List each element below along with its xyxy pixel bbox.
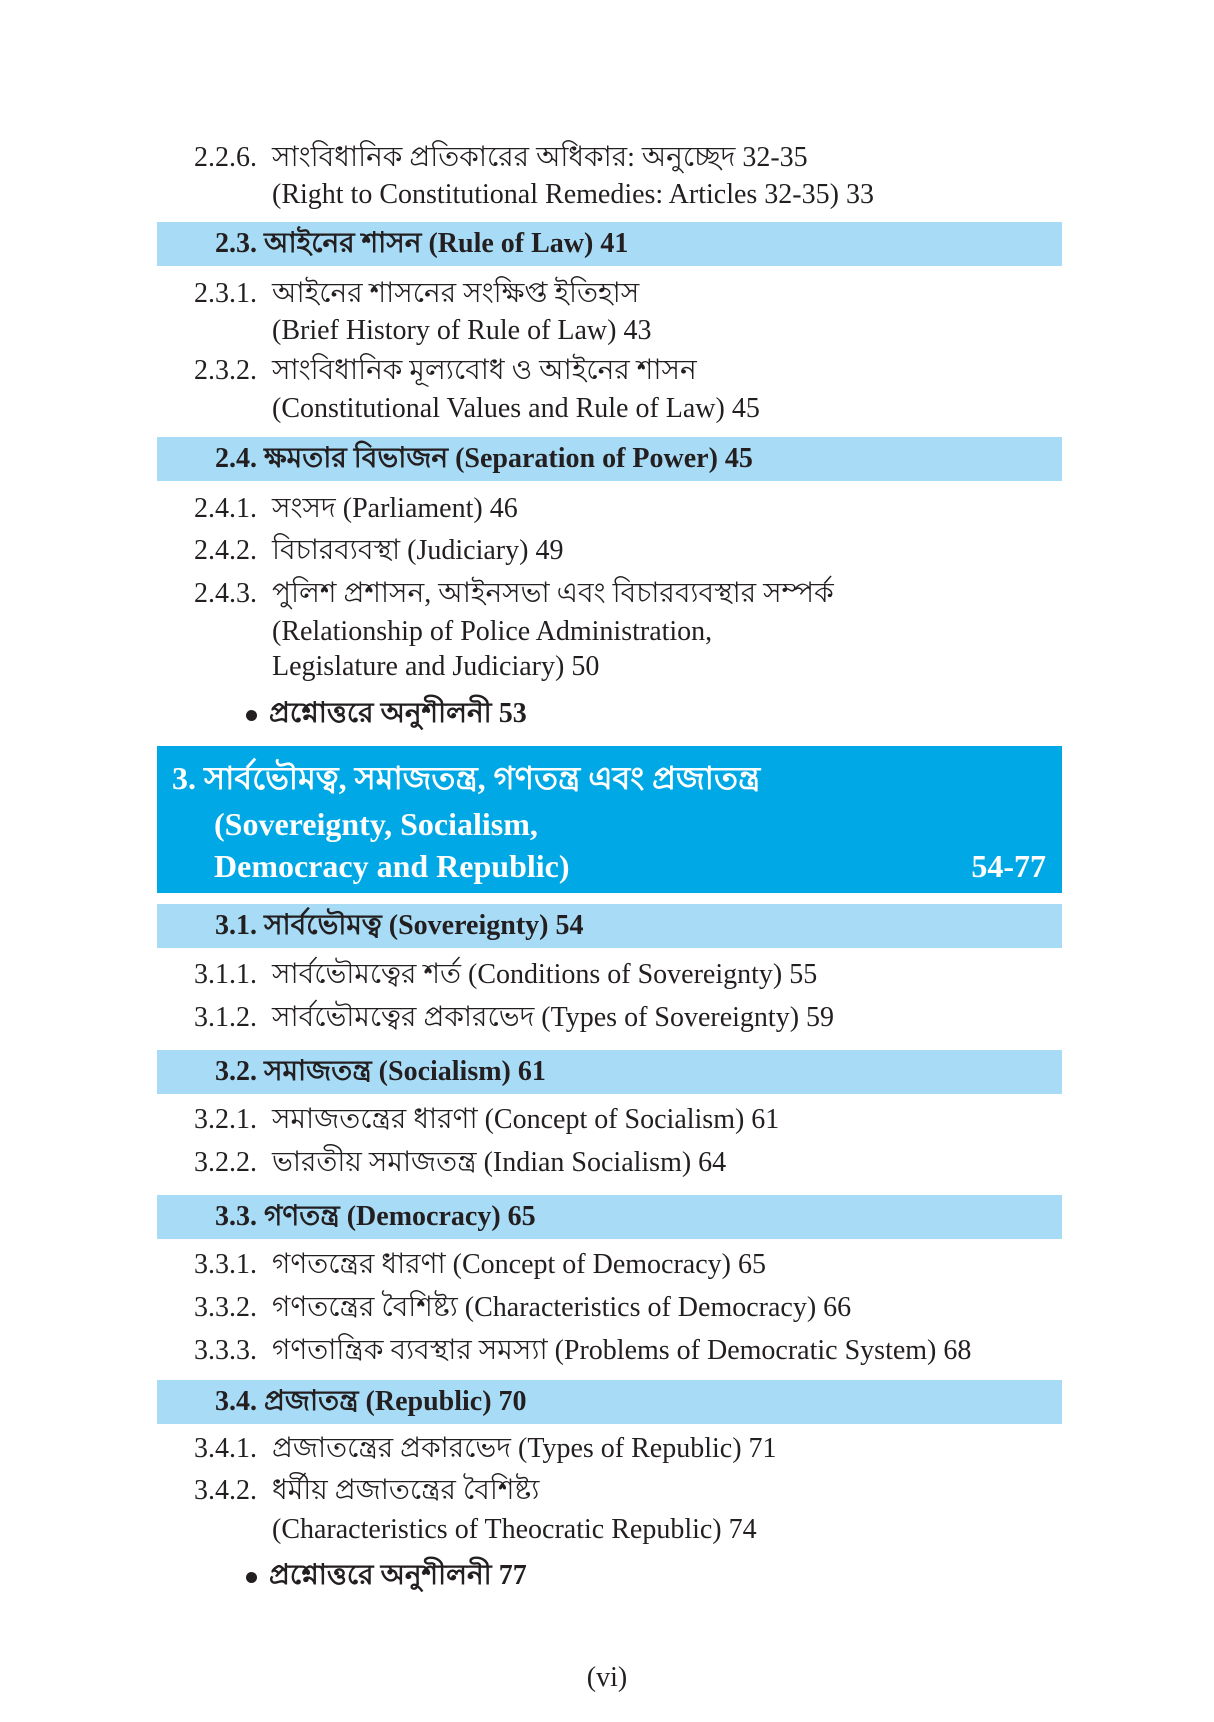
exercise-entry[interactable] [246, 694, 527, 734]
toc-number: 3.2.2. [194, 1147, 257, 1178]
toc-number: 2.2.6. [194, 142, 257, 173]
section-heading-2-4[interactable] [157, 437, 1062, 481]
toc-entry[interactable]: ভারতীয় সমাজতন্ত্র (Indian Socialism) 64 [272, 1147, 727, 1178]
toc-entry-english[interactable]: Legislature and Judiciary) 50 [272, 651, 600, 682]
toc-entry-english[interactable]: (Characteristics of Theocratic Republic) 74 [272, 1514, 757, 1545]
toc-entry-english[interactable]: (Brief History of Rule of Law) 43 [272, 315, 652, 346]
toc-entry-bengali[interactable]: ধর্মীয় প্রজাতন্ত্রের বৈশিষ্ট্য [272, 1475, 540, 1506]
toc-number: 2.4.2. [194, 535, 257, 566]
section-heading-3-2[interactable] [157, 1050, 1062, 1094]
toc-number: 3.4.2. [194, 1475, 257, 1506]
toc-number: 3.1.2. [194, 1002, 257, 1033]
section-title: 3.2. সমাজতন্ত্র (Socialism) 61 [215, 1056, 546, 1087]
toc-entry[interactable]: গণতান্ত্রিক ব্যবস্থার সমস্যা (Problems of Democratic System) 68 [272, 1335, 972, 1366]
toc-number: 3.3.2. [194, 1292, 257, 1323]
toc-entry[interactable]: সমাজতন্ত্রের ধারণা (Concept of Socialism) 61 [272, 1104, 780, 1135]
toc-entry[interactable]: গণতন্ত্রের ধারণা (Concept of Democracy) 65 [272, 1249, 766, 1280]
toc-number: 3.1.1. [194, 959, 257, 990]
chapter-pages: 54-77 [971, 848, 1046, 884]
toc-entry[interactable]: সংসদ (Parliament) 46 [272, 493, 518, 524]
section-title: 2.4. ক্ষমতার বিভাজন (Separation of Power) 45 [215, 443, 753, 474]
section-heading-3-3[interactable] [157, 1195, 1062, 1239]
toc-entry[interactable]: প্রজাতন্ত্রের প্রকারভেদ (Types of Republic) 71 [272, 1433, 777, 1464]
toc-entry-bengali[interactable]: সাংবিধানিক মূল্যবোধ ও আইনের শাসন [272, 355, 697, 386]
bullet-icon [246, 710, 257, 721]
toc-entry-bengali[interactable]: পুলিশ প্রশাসন, আইনসভা এবং বিচারব্যবস্থার সম্পর্ক [272, 578, 834, 609]
toc-entry-bengali[interactable]: আইনের শাসনের সংক্ষিপ্ত ইতিহাস [272, 278, 640, 309]
exercise-label: প্রশ্নোত্তরে অনুশীলনী 77 [269, 1560, 527, 1591]
section-heading-2-3[interactable] [157, 222, 1062, 266]
toc-entry-english[interactable]: (Constitutional Values and Rule of Law) 45 [272, 393, 760, 424]
toc-number: 2.3.2. [194, 355, 257, 386]
chapter-title-english: Democracy and Republic) [214, 848, 570, 884]
toc-number: 3.3.3. [194, 1335, 257, 1366]
toc-number: 2.3.1. [194, 278, 257, 309]
toc-number: 2.4.1. [194, 493, 257, 524]
chapter-title-english: (Sovereignty, Socialism, [214, 806, 538, 842]
toc-entry[interactable]: গণতন্ত্রের বৈশিষ্ট্য (Characteristics of Democracy) 66 [272, 1292, 852, 1323]
section-title: 3.3. গণতন্ত্র (Democracy) 65 [215, 1201, 536, 1232]
bullet-icon [246, 1572, 257, 1583]
toc-entry-bengali[interactable]: সাংবিধানিক প্রতিকারের অধিকার: অনুচ্ছেদ 32-35 [272, 142, 808, 173]
chapter-title-bengali: 3. সার্বভৌমত্ব, সমাজতন্ত্র, গণতন্ত্র এবং প্রজাতন্ত্র [172, 760, 761, 796]
section-title: 3.4. প্রজাতন্ত্র (Republic) 70 [215, 1386, 527, 1417]
toc-number: 3.2.1. [194, 1104, 257, 1135]
section-title: 2.3. আইনের শাসন (Rule of Law) 41 [215, 228, 629, 259]
chapter-heading-3[interactable] [157, 746, 1062, 893]
toc-number: 3.3.1. [194, 1249, 257, 1280]
toc-entry[interactable]: সার্বভৌমত্বের শর্ত (Conditions of Sovereignty) 55 [272, 959, 818, 990]
section-title: 3.1. সার্বভৌমত্ব (Sovereignty) 54 [215, 910, 584, 941]
toc-entry[interactable]: সার্বভৌমত্বের প্রকারভেদ (Types of Sovereignty) 59 [272, 1002, 835, 1033]
section-heading-3-4[interactable] [157, 1380, 1062, 1424]
exercise-entry[interactable] [246, 1556, 527, 1596]
section-heading-3-1[interactable] [157, 904, 1062, 948]
toc-entry[interactable]: বিচারব্যবস্থা (Judiciary) 49 [272, 535, 564, 566]
page-number: (vi) [586, 1662, 628, 1693]
exercise-label: প্রশ্নোত্তরে অনুশীলনী 53 [269, 698, 527, 729]
toc-entry-english[interactable]: (Right to Constitutional Remedies: Articles 32-35) 33 [272, 179, 874, 210]
toc-entry-english[interactable]: (Relationship of Police Administration, [272, 616, 713, 647]
toc-number: 2.4.3. [194, 578, 257, 609]
toc-number: 3.4.1. [194, 1433, 257, 1464]
